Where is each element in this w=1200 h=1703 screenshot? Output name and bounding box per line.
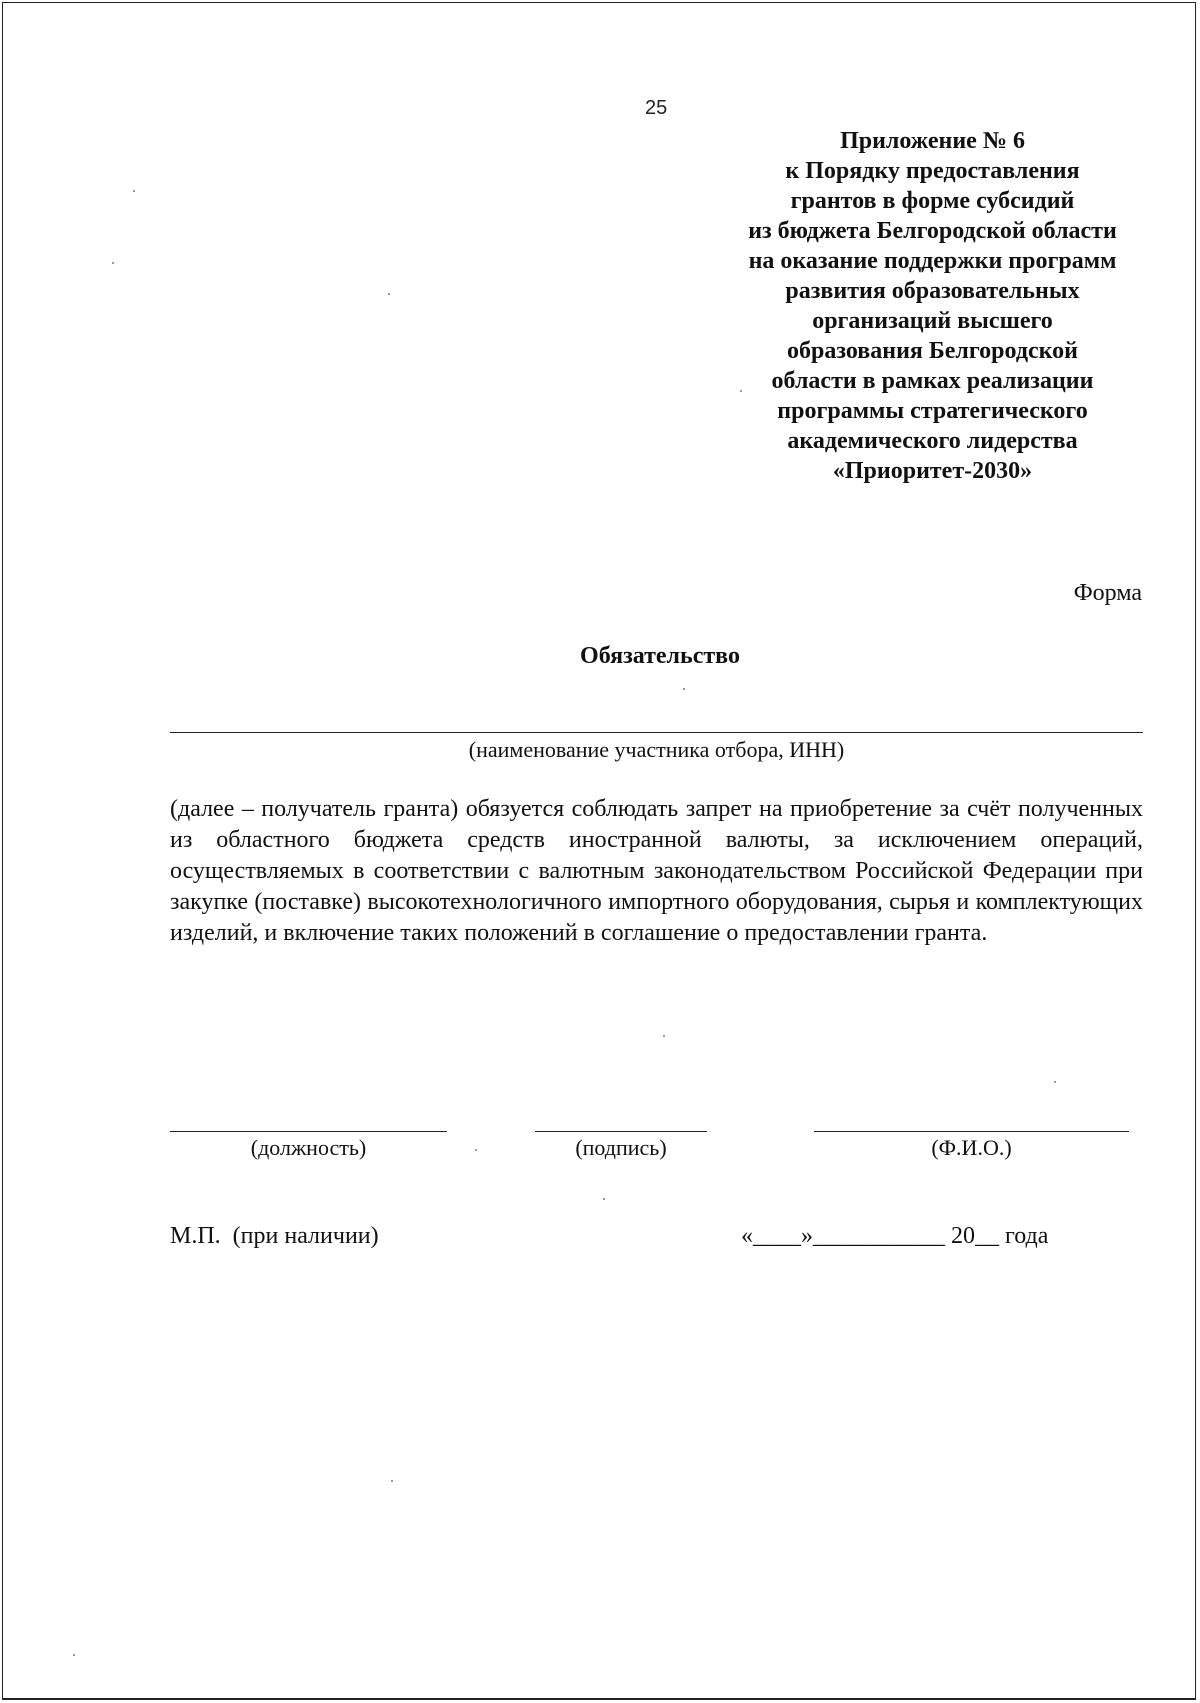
appendix-line: на оказание поддержки программ	[748, 248, 1117, 274]
appendix-line: области в рамках реализации	[771, 368, 1094, 394]
date-line: «____»___________ 20__ года	[741, 1223, 1049, 1249]
document-title: Обязательство	[580, 643, 740, 669]
scan-speck	[391, 1480, 393, 1482]
participant-name-line	[170, 732, 1143, 733]
appendix-line: к Порядку предоставления	[785, 158, 1080, 184]
full-name-line	[814, 1131, 1129, 1132]
position-line	[170, 1131, 447, 1132]
scan-speck	[603, 1198, 605, 1200]
participant-caption: (наименование участника отбора, ИНН)	[468, 737, 845, 762]
scan-speck	[1054, 1081, 1056, 1083]
appendix-line: академического лидерства	[787, 428, 1078, 454]
scan-speck	[683, 688, 685, 690]
appendix-line: программы стратегического	[777, 398, 1088, 424]
appendix-line: «Приоритет-2030»	[832, 458, 1033, 484]
appendix-line: организаций высшего	[812, 308, 1053, 334]
signature-line	[535, 1131, 707, 1132]
obligation-text: (далее – получатель гранта) обязуется соблюдать запрет на приобретение за счёт полученных из областного бюджета средств иностранной валюты, за исключением операций, осуществляемых в соответствии с валютным законодательством Российской Федерации при закупке (поставке) высокотехнологичного импортного оборудования, сырья и комплектующих изделий, и включение таких положений в соглашение о предоставлении гранта.	[170, 796, 1143, 946]
appendix-header	[720, 126, 1145, 486]
scan-speck	[475, 1149, 477, 1151]
appendix-line: Приложение № 6	[840, 128, 1025, 154]
scan-speck	[663, 1035, 665, 1037]
appendix-line: развития образовательных	[785, 278, 1080, 304]
scan-speck	[740, 390, 742, 392]
signature-caption: (подпись)	[575, 1135, 667, 1160]
page-number: 25	[645, 97, 668, 119]
scan-speck	[388, 293, 390, 295]
scan-speck	[73, 1654, 75, 1656]
appendix-line: грантов в форме субсидий	[790, 188, 1075, 214]
appendix-line: образования Белгородской	[787, 338, 1078, 364]
appendix-line: из бюджета Белгородской области	[748, 218, 1117, 244]
position-caption: (должность)	[250, 1135, 367, 1160]
form-label: Форма	[1073, 580, 1142, 606]
full-name-caption: (Ф.И.О.)	[931, 1135, 1012, 1160]
scan-speck	[133, 190, 135, 192]
scan-speck	[112, 262, 114, 264]
stamp-place: М.П. (при наличии)	[170, 1223, 379, 1249]
